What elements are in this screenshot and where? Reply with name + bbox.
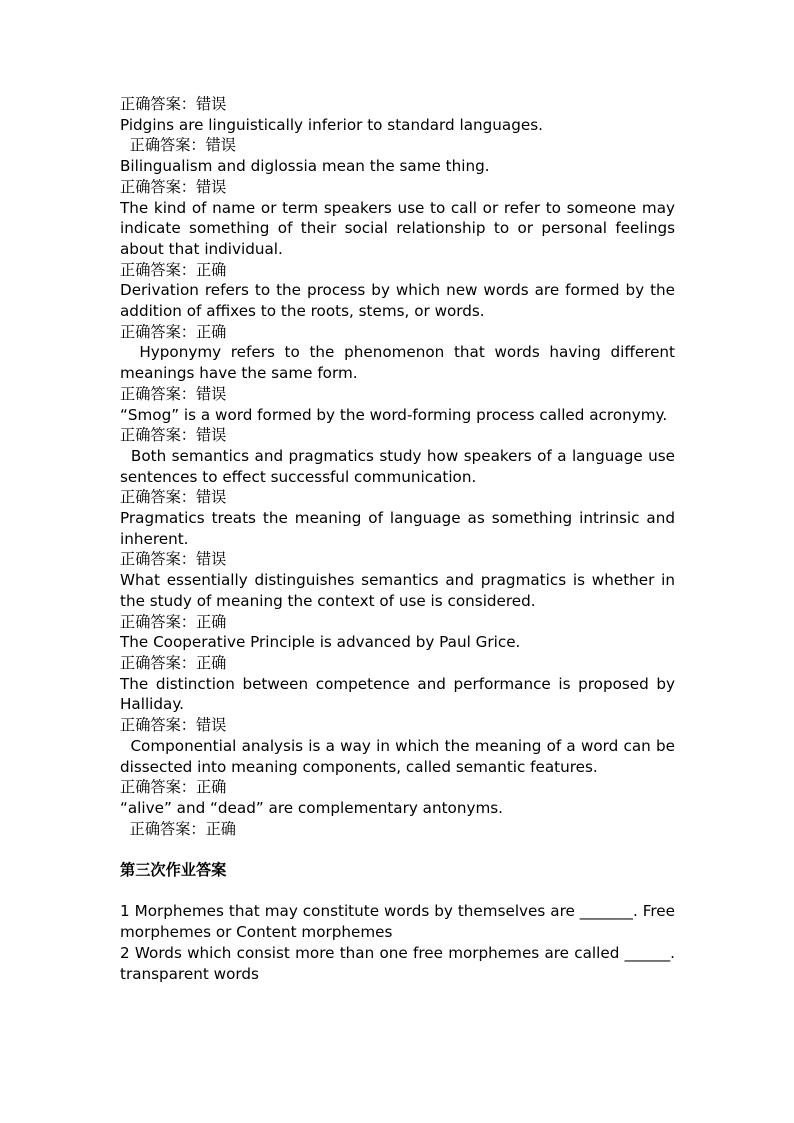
statement-text: Bilingualism and diglossia mean the same thing. <box>120 157 490 176</box>
answer-line: 正确答案：正确 <box>120 322 227 341</box>
answer-line: 正确答案：错误 <box>120 426 227 445</box>
answer-line: 正确答案：错误 <box>120 177 227 196</box>
answer-line: 正确答案：错误 <box>120 716 227 735</box>
document-page <box>120 94 680 984</box>
answer-line: 正确答案：正确 <box>120 653 227 672</box>
answer-line: 正确答案：错误 <box>120 384 227 403</box>
statement-text: The kind of name or term speakers use to call or refer to someone may indicate something of their social relationship to or personal feelings about that individual. <box>120 198 680 258</box>
statement-text: Derivation refers to the process by which new words are formed by the addition of affixes to the roots, stems, or words. <box>120 281 680 321</box>
statement-text: Componential analysis is a way in which the meaning of a word can be dissected into meaning components, called semantic features. <box>120 736 680 776</box>
answer-line: 正确答案：正确 <box>120 260 227 279</box>
answer-line: 正确答案：错误 <box>120 550 227 569</box>
question-text: 1 Morphemes that may constitute words by themselves are _______. Free morphemes or Content morphemes <box>120 902 680 942</box>
section-heading: 第三次作业答案 <box>120 861 227 879</box>
answer-line: 正确答案：错误 <box>120 95 227 113</box>
answer-line: 正确答案：正确 <box>120 819 236 838</box>
statement-text: Pragmatics treats the meaning of language as something intrinsic and inherent. <box>120 509 680 548</box>
statement-text: Both semantics and pragmatics study how speakers of a language use sentences to effect successful communication. <box>120 446 680 486</box>
statement-text: The distinction between competence and performance is proposed by Halliday. <box>120 674 680 714</box>
question-text: 2 Words which consist more than one free morphemes are called ______. transparent words <box>120 943 680 983</box>
statement-text: The Cooperative Principle is advanced by Paul Grice. <box>120 633 521 652</box>
answer-line: 正确答案：错误 <box>120 488 227 507</box>
answer-line: 正确答案：正确 <box>120 612 227 631</box>
fill-in-questions <box>120 901 680 984</box>
statement-text: Pidgins are linguistically inferior to standard languages. <box>120 115 543 134</box>
answer-line: 正确答案：正确 <box>120 778 227 797</box>
answer-list <box>120 94 680 839</box>
answer-line: 正确答案：错误 <box>120 136 236 155</box>
statement-text: “Smog” is a word formed by the word-forming process called acronymy. <box>120 405 668 424</box>
statement-text: “alive” and “dead” are complementary antonyms. <box>120 798 503 817</box>
statement-text: Hyponymy refers to the phenomenon that words having different meanings have the same form. <box>120 343 680 383</box>
statement-text: What essentially distinguishes semantics and pragmatics is whether in the study of meaning the context of use is considered. <box>120 571 680 610</box>
